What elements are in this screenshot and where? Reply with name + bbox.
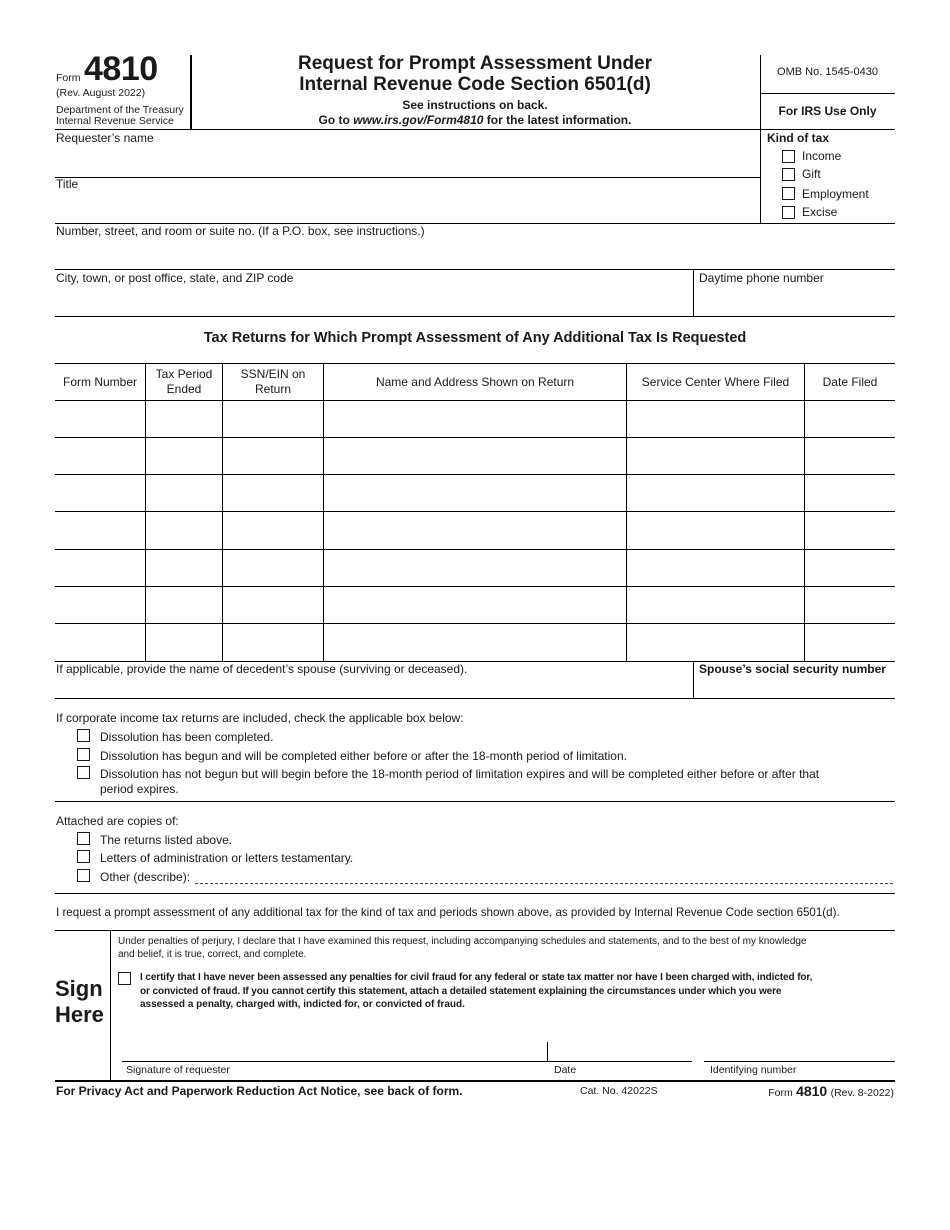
footer-rev: (Rev. 8-2022) xyxy=(830,1087,894,1099)
date-field[interactable] xyxy=(552,1041,688,1059)
phone-divider xyxy=(693,269,694,316)
omb-divider xyxy=(760,93,895,94)
cell-tax-period[interactable] xyxy=(149,591,218,619)
identifying-number-field[interactable] xyxy=(710,1041,892,1059)
cell-form-number[interactable] xyxy=(58,405,141,433)
cell-service-center[interactable] xyxy=(630,628,800,656)
see-instructions: See instructions on back. xyxy=(402,98,548,112)
corporate-intro: If corporate income tax returns are included, check the applicable box below: xyxy=(56,711,464,725)
cell-ssn-ein[interactable] xyxy=(226,479,319,507)
goto-line xyxy=(190,113,760,127)
city-label: City, town, or post office, state, and ZIP code xyxy=(56,271,294,285)
perjury-line1: Under penalties of perjury, I declare that I have examined this request, including accompanying schedules and statements, and to the best of my knowledge xyxy=(118,936,807,947)
spouse-name-label: If applicable, provide the name of decedent’s spouse (surviving or deceased). xyxy=(56,662,468,676)
cell-service-center[interactable] xyxy=(630,442,800,470)
other-describe-field[interactable] xyxy=(195,868,893,884)
gift-label: Gift xyxy=(802,167,821,181)
cell-name-address[interactable] xyxy=(327,591,622,619)
dissolution-not-begun-label-cont: period expires. xyxy=(100,782,179,796)
cell-date-filed[interactable] xyxy=(808,591,891,619)
excise-checkbox[interactable] xyxy=(782,206,795,219)
identifying-number-rule xyxy=(704,1061,895,1062)
spouse-ssn-label: Spouse’s social security number xyxy=(699,662,886,676)
cell-service-center[interactable] xyxy=(630,479,800,507)
goto-prefix: Go to xyxy=(318,113,354,127)
perjury-line2: and belief, it is true, correct, and complete. xyxy=(118,949,307,960)
privacy-notice: For Privacy Act and Paperwork Reduction Act Notice, see back of form. xyxy=(56,1084,463,1098)
corporate-rule xyxy=(55,801,895,802)
requester-name-label: Requester’s name xyxy=(56,131,154,145)
table-header-rule xyxy=(55,400,895,401)
signature-rule xyxy=(122,1061,692,1062)
certify-line3: assessed a penalty, charged with, indicted for, or convicted of fraud. xyxy=(140,999,465,1010)
employment-label: Employment xyxy=(802,187,869,201)
col-divider xyxy=(323,363,324,661)
letters-administration-checkbox[interactable] xyxy=(77,850,90,863)
cell-form-number[interactable] xyxy=(58,442,141,470)
header-bottom-rule xyxy=(55,129,895,130)
cell-name-address[interactable] xyxy=(327,554,622,582)
table-row-rule xyxy=(55,474,895,475)
cell-ssn-ein[interactable] xyxy=(226,554,319,582)
date-divider xyxy=(547,1042,548,1061)
col-divider xyxy=(804,363,805,661)
cell-form-number[interactable] xyxy=(58,554,141,582)
other-describe-label: Other (describe): xyxy=(100,870,191,884)
col-header-name-address: Name and Address Shown on Return xyxy=(375,374,575,389)
cell-tax-period[interactable] xyxy=(149,442,218,470)
cell-name-address[interactable] xyxy=(327,628,622,656)
col-header-tax-period: Tax Period Ended xyxy=(155,367,213,396)
irs-name: Internal Revenue Service xyxy=(56,115,174,127)
excise-label: Excise xyxy=(802,205,838,219)
sign-word: Sign xyxy=(55,976,103,1001)
employment-checkbox[interactable] xyxy=(782,187,795,200)
city-rule xyxy=(55,316,895,317)
cell-name-address[interactable] xyxy=(327,442,622,470)
header-divider-right xyxy=(760,55,761,223)
returns-table-heading: Tax Returns for Which Prompt Assessment of Any Additional Tax Is Requested xyxy=(203,330,747,346)
date-label: Date xyxy=(554,1064,577,1076)
cell-form-number[interactable] xyxy=(58,628,141,656)
dissolution-begun-checkbox[interactable] xyxy=(77,748,90,761)
table-row-rule xyxy=(55,549,895,550)
certify-checkbox[interactable] xyxy=(118,972,131,985)
income-checkbox[interactable] xyxy=(782,150,795,163)
dissolution-completed-checkbox[interactable] xyxy=(77,729,90,742)
dissolution-begun-label: Dissolution has begun and will be completed either before or after the 18-month period of limitation. xyxy=(100,749,627,763)
spouse-rule xyxy=(55,698,895,699)
phone-label: Daytime phone number xyxy=(699,271,824,285)
col-header-form-number: Form Number xyxy=(62,374,137,389)
cell-tax-period[interactable] xyxy=(149,516,218,544)
cell-name-address[interactable] xyxy=(327,516,622,544)
cell-name-address[interactable] xyxy=(327,405,622,433)
request-statement: I request a prompt assessment of any additional tax for the kind of tax and periods shown above, as provided by Internal Revenue Code section 6501(d). xyxy=(56,906,840,919)
cell-name-address[interactable] xyxy=(327,479,622,507)
table-row-rule xyxy=(55,623,895,624)
form-title xyxy=(190,53,760,95)
form-revision: (Rev. August 2022) xyxy=(56,87,146,99)
form-number: 4810 xyxy=(84,50,158,88)
dissolution-completed-label: Dissolution has been completed. xyxy=(100,730,274,744)
cell-date-filed[interactable] xyxy=(808,554,891,582)
table-row-rule xyxy=(55,511,895,512)
returns-listed-label: The returns listed above. xyxy=(100,833,233,847)
cell-ssn-ein[interactable] xyxy=(226,628,319,656)
irs-use-only: For IRS Use Only xyxy=(778,104,877,118)
footer-form-number: 4810 xyxy=(796,1083,828,1099)
attached-intro: Attached are copies of: xyxy=(56,814,179,828)
spouse-divider xyxy=(693,661,694,698)
cell-ssn-ein[interactable] xyxy=(226,591,319,619)
signature-field[interactable] xyxy=(124,1041,542,1059)
cell-form-number[interactable] xyxy=(58,591,141,619)
cell-date-filed[interactable] xyxy=(808,405,891,433)
cell-tax-period[interactable] xyxy=(149,405,218,433)
requester-name-rule xyxy=(55,177,760,178)
title-label: Title xyxy=(56,177,79,191)
city-field[interactable] xyxy=(56,290,688,314)
requester-name-field[interactable] xyxy=(56,150,756,174)
cell-date-filed[interactable] xyxy=(808,442,891,470)
cell-ssn-ein[interactable] xyxy=(226,442,319,470)
cell-service-center[interactable] xyxy=(630,591,800,619)
form-word: Form xyxy=(56,72,81,84)
certify-line1: I certify that I have never been assessed any penalties for civil fraud for any federal or state tax matter nor have I been charged with, indicted for, xyxy=(140,972,813,983)
col-divider xyxy=(145,363,146,661)
identifying-number-label: Identifying number xyxy=(710,1064,797,1076)
cell-ssn-ein[interactable] xyxy=(226,405,319,433)
spouse-name-field[interactable] xyxy=(56,680,688,696)
col-header-ssn-ein: SSN/EIN on Return xyxy=(240,367,306,396)
col-divider xyxy=(222,363,223,661)
request-rule xyxy=(55,930,895,931)
goto-suffix: for the latest information. xyxy=(483,113,632,127)
footer-form-id xyxy=(768,1083,894,1099)
phone-field[interactable] xyxy=(699,290,891,314)
form-title-line2: Internal Revenue Code Section 6501(d) xyxy=(299,74,651,95)
col-divider xyxy=(626,363,627,661)
catalog-number: Cat. No. 42022S xyxy=(580,1085,658,1097)
cell-date-filed[interactable] xyxy=(808,628,891,656)
gift-checkbox[interactable] xyxy=(782,168,795,181)
form-title-line1: Request for Prompt Assessment Under xyxy=(297,53,653,74)
address-rule xyxy=(55,269,895,270)
cell-tax-period[interactable] xyxy=(149,554,218,582)
sign-divider xyxy=(110,930,111,1081)
here-word: Here xyxy=(55,1002,104,1027)
address-label: Number, street, and room or suite no. (If a P.O. box, see instructions.) xyxy=(56,224,425,238)
omb-number: OMB No. 1545-0430 xyxy=(777,66,878,78)
sign-here-label xyxy=(55,976,104,1028)
col-header-service-center: Service Center Where Filed xyxy=(641,374,790,389)
attached-rule xyxy=(55,893,895,894)
spouse-ssn-field[interactable] xyxy=(699,680,891,696)
col-header-date-filed: Date Filed xyxy=(822,374,878,389)
kind-of-tax-label: Kind of tax xyxy=(767,131,829,145)
dept-treasury: Department of the Treasury xyxy=(56,104,184,116)
footer-rule xyxy=(55,1080,895,1082)
letters-administration-label: Letters of administration or letters testamentary. xyxy=(100,851,354,865)
goto-url-link[interactable]: www.irs.gov/Form4810 xyxy=(353,113,484,127)
address-field[interactable] xyxy=(56,243,891,267)
dissolution-not-begun-checkbox[interactable] xyxy=(77,766,90,779)
cell-service-center[interactable] xyxy=(630,405,800,433)
income-label: Income xyxy=(802,149,842,163)
cell-tax-period[interactable] xyxy=(149,479,218,507)
cell-service-center[interactable] xyxy=(630,554,800,582)
cell-ssn-ein[interactable] xyxy=(226,516,319,544)
cell-form-number[interactable] xyxy=(58,516,141,544)
cell-service-center[interactable] xyxy=(630,516,800,544)
footer-form-word: Form xyxy=(768,1087,793,1099)
table-row-rule xyxy=(55,437,895,438)
title-field[interactable] xyxy=(56,196,756,220)
table-row-rule xyxy=(55,586,895,587)
other-describe-checkbox[interactable] xyxy=(77,869,90,882)
signature-label: Signature of requester xyxy=(126,1064,230,1076)
certify-line2: or convicted of fraud. If you cannot certify this statement, attach a detailed statement explaining the circumstances under which you were xyxy=(140,986,782,997)
cell-date-filed[interactable] xyxy=(808,479,891,507)
cell-date-filed[interactable] xyxy=(808,516,891,544)
cell-form-number[interactable] xyxy=(58,479,141,507)
cell-tax-period[interactable] xyxy=(149,628,218,656)
returns-listed-checkbox[interactable] xyxy=(77,832,90,845)
dissolution-not-begun-label: Dissolution has not begun but will begin before the 18-month period of limitation expires and will be completed either before or after that xyxy=(100,767,820,781)
